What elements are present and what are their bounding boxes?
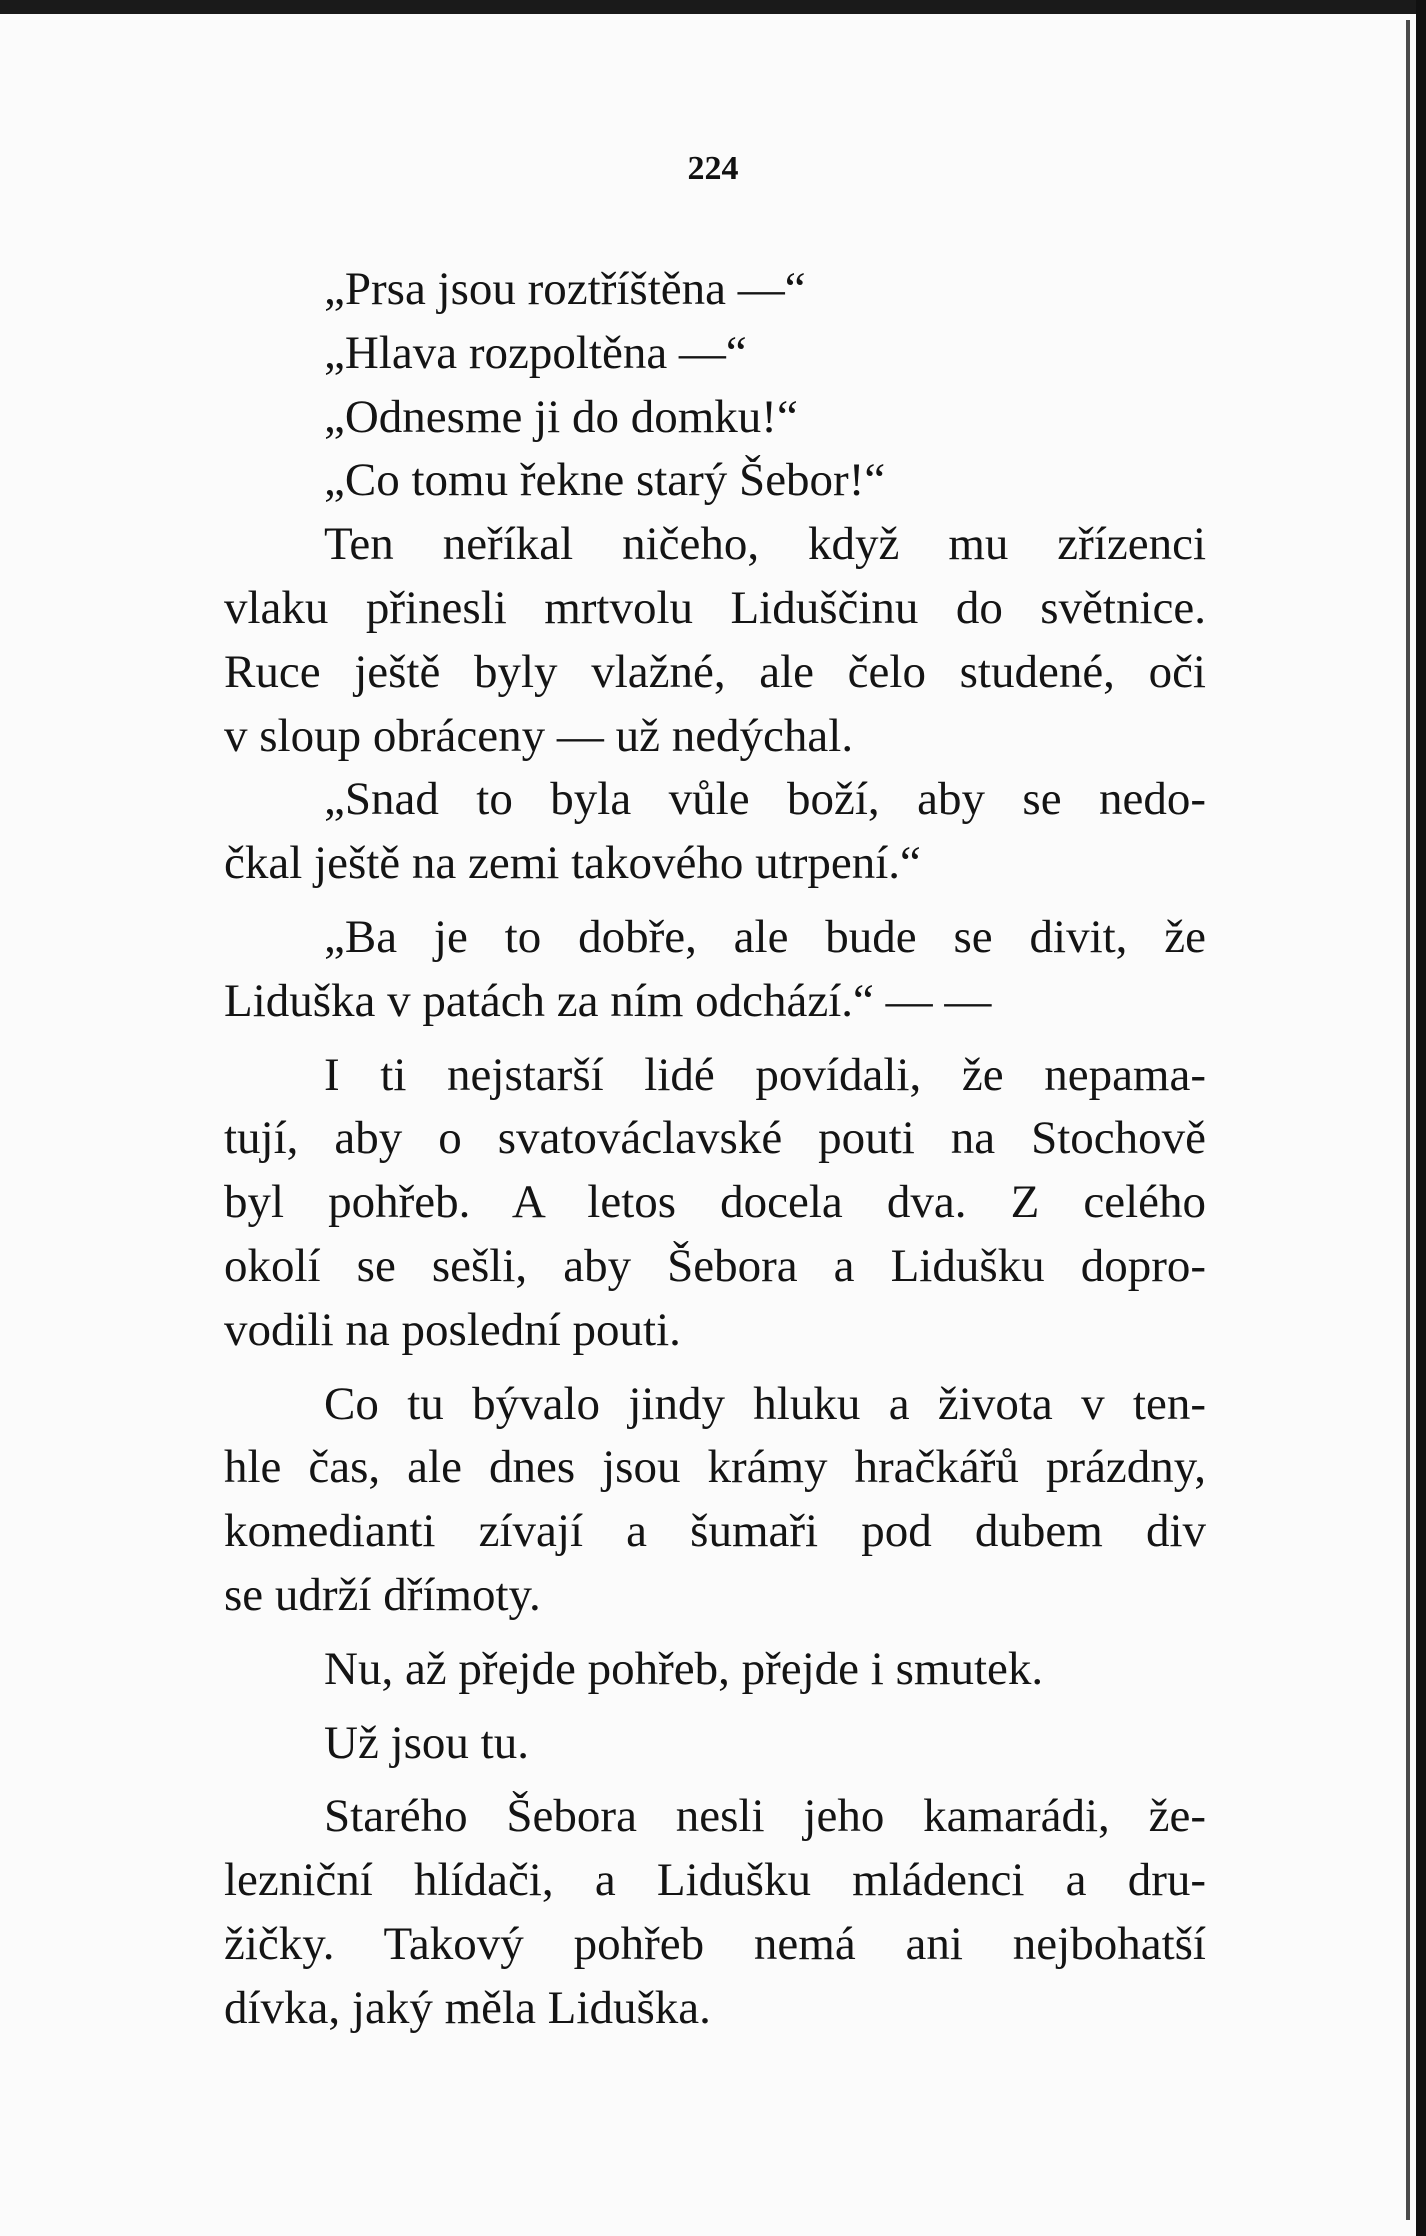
text-line: „Odnesme ji do domku!“ [324,390,798,443]
text-line: „Snad to byla vůle boží, aby se nedo- [324,773,1206,826]
text-line: se udrží dřímoty. [224,1568,541,1621]
text-line: Ruce ještě byly vlažné, ale čelo studené, oči [224,645,1206,698]
text-line: hle čas, ale dnes jsou krámy hračkářů prázdny, [224,1441,1206,1494]
body-text [224,258,1206,2041]
text-line: „Ba je to dobře, ale bude se divit, že [324,910,1206,963]
text-line: dívka, jaký měla Liduška. [224,1981,711,2034]
text-line: Starého Šebora nesli jeho kamarádi, že- [324,1790,1206,1843]
text-line: komedianti zívají a šumaři pod dubem div [224,1505,1206,1558]
text-line: Co tu bývalo jindy hluku a života v ten- [324,1377,1206,1430]
page-number: 224 [687,150,739,187]
text-line: „Co tomu řekne starý Šebor!“ [324,454,886,507]
scan-top-edge [0,0,1426,14]
text-line: Liduška v patách za ním odchází.“ — — [224,974,992,1027]
text-line: „Prsa jsou roztříštěna —“ [324,263,806,315]
text-line: tují, aby o svatováclavské pouti na Stochově [224,1112,1206,1165]
scan-right-edge [1416,0,1426,2236]
text-line: vlaku přinesli mrtvolu Liduščinu do světnice. [224,581,1206,634]
text-line: Už jsou tu. [324,1716,529,1769]
text-line: Ten neříkal ničeho, když mu zřízenci [324,518,1206,571]
text-line: lezniční hlídači, a Lidušku mládenci a dru- [224,1854,1206,1907]
text-line: „Hlava rozpoltěna —“ [324,326,747,379]
text-line: v sloup obráceny — už nedýchal. [224,709,854,762]
page-fold-line [1406,20,1410,2220]
text-line: okolí se sešli, aby Šebora a Lidušku dopro- [224,1239,1206,1292]
text-line: žičky. Takový pohřeb nemá ani nejbohatší [224,1917,1206,1970]
text-line: Nu, až přejde pohřeb, přejde i smutek. [324,1642,1044,1695]
text-line: vodili na poslední pouti. [224,1303,681,1356]
text-line: čkal ještě na zemi takového utrpení.“ [224,837,921,890]
text-line: byl pohřeb. A letos docela dva. Z celého [224,1176,1206,1229]
text-line: I ti nejstarší lidé povídali, že nepama- [324,1048,1206,1101]
